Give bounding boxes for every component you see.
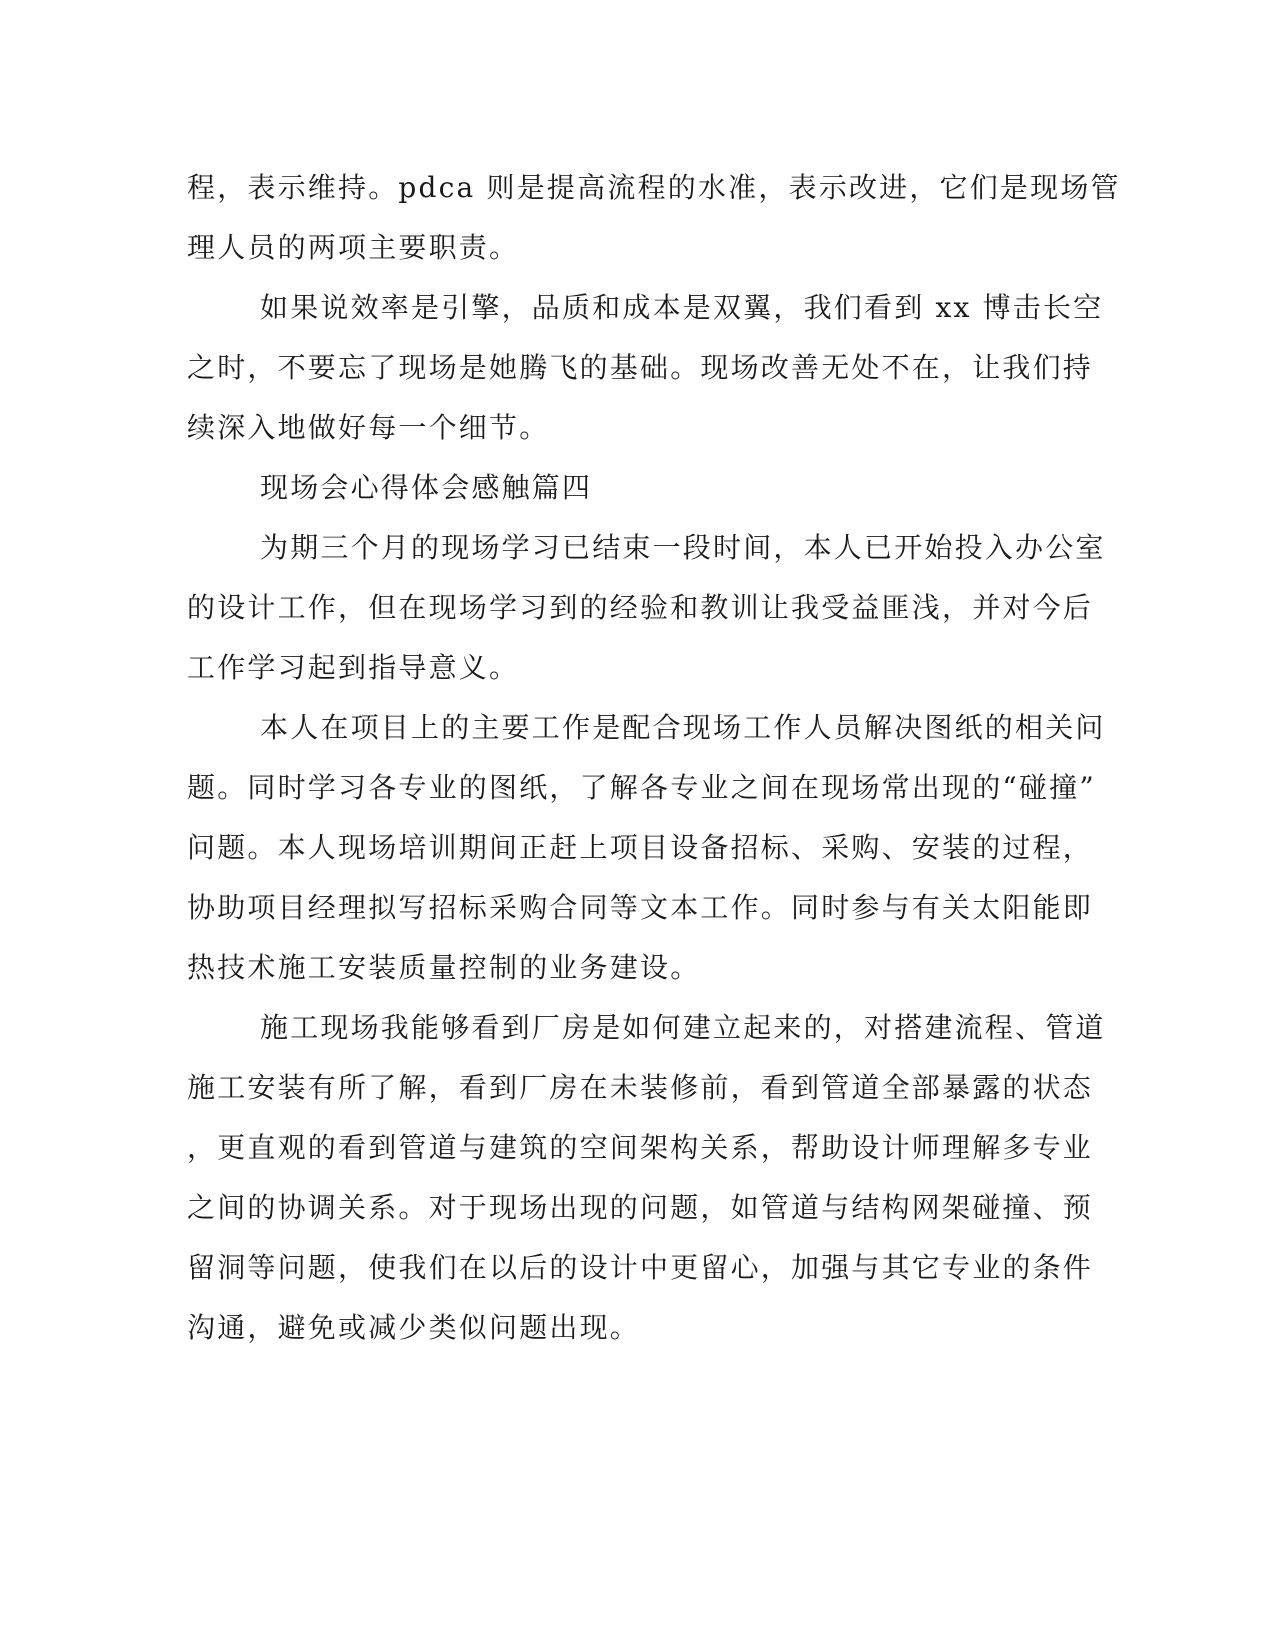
section-heading: 现场会心得体会感触篇四 bbox=[260, 471, 593, 504]
text-line: 工作学习起到指导意义。 bbox=[187, 651, 520, 684]
text-line: 协助项目经理拟写招标采购合同等文本工作。同时参与有关太阳能即 bbox=[187, 891, 1094, 924]
text-line: 题。同时学习各专业的图纸，了解各专业之间在现场常出现的“碰撞” bbox=[187, 771, 1096, 804]
text-line: 程，表示维持。pdca 则是提高流程的水准，表示改进，它们是现场管 bbox=[187, 171, 1121, 204]
text-line: 之时，不要忘了现场是她腾飞的基础。现场改善无处不在，让我们持 bbox=[187, 351, 1094, 384]
text-line: 如果说效率是引擎，品质和成本是双翼，我们看到 xx 博击长空 bbox=[260, 291, 1104, 324]
text-line: 续深入地做好每一个细节。 bbox=[187, 411, 550, 444]
text-line: 本人在项目上的主要工作是配合现场工作人员解决图纸的相关问 bbox=[260, 711, 1106, 744]
text-line: 的设计工作，但在现场学习到的经验和教训让我受益匪浅，并对今后 bbox=[187, 591, 1094, 624]
text-line: 沟通，避免或减少类似问题出现。 bbox=[187, 1311, 641, 1344]
text-line: 施工安装有所了解，看到厂房在未装修前，看到管道全部暴露的状态 bbox=[187, 1071, 1094, 1104]
text-line: 理人员的两项主要职责。 bbox=[187, 231, 520, 264]
document-body bbox=[187, 158, 1121, 1358]
text-line: 问题。本人现场培训期间正赶上项目设备招标、采购、安装的过程， bbox=[187, 831, 1094, 864]
text-line: ，更直观的看到管道与建筑的空间架构关系，帮助设计师理解多专业 bbox=[187, 1131, 1094, 1164]
text-line: 为期三个月的现场学习已结束一段时间，本人已开始投入办公室 bbox=[260, 531, 1106, 564]
text-line: 之间的协调关系。对于现场出现的问题，如管道与结构网架碰撞、预 bbox=[187, 1191, 1094, 1224]
text-line: 留洞等问题，使我们在以后的设计中更留心，加强与其它专业的条件 bbox=[187, 1251, 1094, 1284]
text-line: 施工现场我能够看到厂房是如何建立起来的，对搭建流程、管道 bbox=[260, 1011, 1106, 1044]
text-line: 热技术施工安装质量控制的业务建设。 bbox=[187, 951, 701, 984]
